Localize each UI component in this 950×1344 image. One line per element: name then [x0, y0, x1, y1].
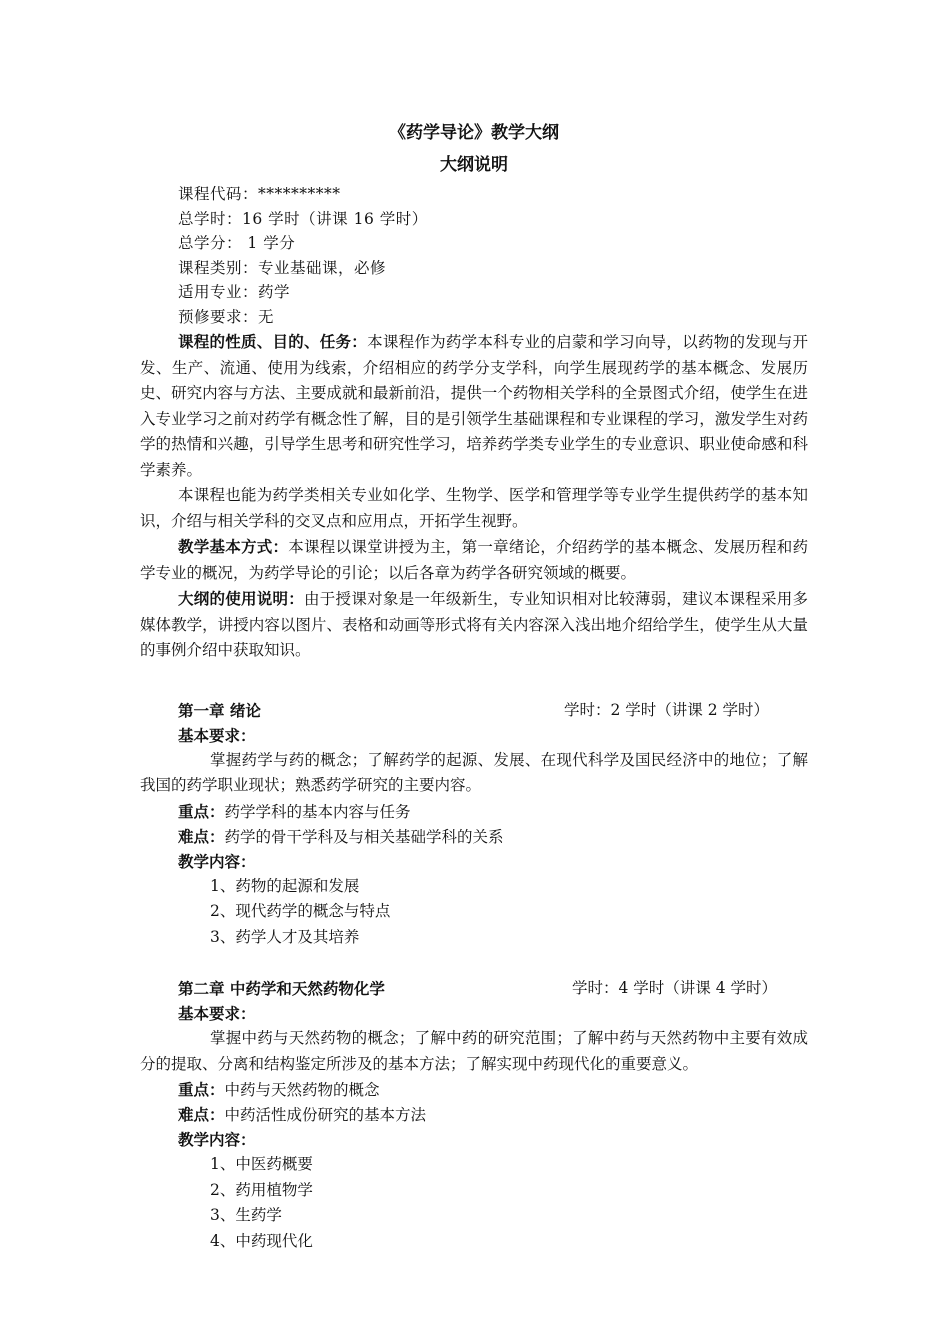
- course-code: 课程代码：**********: [178, 185, 341, 203]
- course-also-paragraph: 本课程也能为药学类相关专业如化学、生物学、医学和管理学等专业学生提供药学的基本知识，介绍与相关学科的交叉点和应用点，开拓学生视野。: [140, 486, 808, 530]
- chapter-section: [140, 698, 808, 951]
- key-point-text: 中药与天然药物的概念: [224, 1081, 380, 1099]
- chapter-title: 第一章 绪论: [178, 700, 261, 720]
- list-item: 1、药物的起源和发展: [210, 876, 360, 895]
- chapter-section: [140, 976, 808, 1254]
- list-item: 4、中药现代化: [210, 1231, 313, 1250]
- basic-requirement-text: 掌握中药与天然药物的概念；了解中药的研究范围；了解中药与天然药物中主要有效成分的提取、分离和结构鉴定所涉及的基本方法；了解实现中药现代化的重要意义。: [140, 1029, 808, 1073]
- difficult-point-label: 难点：: [178, 1105, 225, 1124]
- applicable-major: 适用专业：药学: [178, 283, 291, 301]
- course-nature-text: 本课程作为药学本科专业的启蒙和学习向导，以药物的发现与开发、生产、流通、使用为线索，介绍相应的药学分支学科，向学生展现药学的基本概念、发展历史、研究内容与方法、主要成就和最新前沿，提供一个药物相关学科的全景图式介绍，使学生在进入专业学习之前对药学有概念性了解，目的是引领学生基础课程和专业课程的学习，激发学生对药学的热情和兴趣，引导学生思考和研究性学习，培养药学类专业学生的专业意识、职业使命感和科学素养。: [140, 333, 808, 479]
- total-credits: 总学分： 1 学分: [178, 234, 296, 252]
- course-nature-label: 课程的性质、目的、任务：: [178, 332, 368, 351]
- teaching-content-label: 教学内容：: [178, 1130, 256, 1149]
- key-point-line: [140, 799, 808, 824]
- teaching-method-text: 本课程以课堂讲授为主，第一章绪论，介绍药学的基本概念、发展历程和药学专业的概况，为药学导论的引论；以后各章为药学各研究领域的概要。: [140, 538, 808, 582]
- difficult-point-label: 难点：: [178, 826, 225, 846]
- chapter-title: 第二章 中药学和天然药物化学: [178, 979, 385, 998]
- total-hours: 总学时：16 学时（讲课 16 学时）: [178, 209, 428, 228]
- chapter-hours: 学时：2 学时（讲课 2 学时）: [564, 700, 770, 719]
- difficult-point-text: 药学的骨干学科及与相关基础学科的关系: [224, 827, 504, 846]
- list-item: 2、药用植物学: [210, 1180, 313, 1199]
- key-point-line: [140, 1077, 808, 1102]
- course-category: 课程类别：专业基础课，必修: [178, 258, 387, 277]
- usage-text: 由于授课对象是一年级新生，专业知识相对比较薄弱，建议本课程采用多媒体教学，讲授内容以图片、表格和动画等形式将有关内容深入浅出地介绍给学生，使学生从大量的事例介绍中获取知识。: [140, 590, 808, 659]
- basic-requirement-label: 基本要求：: [178, 725, 256, 745]
- list-item: 3、生药学: [210, 1206, 282, 1224]
- key-point-text: 药学学科的基本内容与任务: [224, 802, 411, 821]
- list-item: 1、中医药概要: [210, 1155, 313, 1173]
- teaching-content-label: 教学内容：: [178, 851, 256, 871]
- teaching-method-paragraph: [140, 534, 808, 586]
- document-content: [140, 118, 808, 1254]
- usage-paragraph: [140, 586, 808, 664]
- document-title: 《药学导论》教学大纲: [389, 123, 559, 143]
- difficult-point-line: [140, 1102, 808, 1127]
- chapter-header: [140, 698, 808, 723]
- section-subtitle: 大纲说明: [440, 155, 508, 175]
- prerequisites: 预修要求：无: [178, 307, 275, 326]
- chapter-hours: 学时：4 学时（讲课 4 学时）: [572, 979, 778, 997]
- difficult-point-text: 中药活性成份研究的基本方法: [224, 1106, 427, 1124]
- chapter-header: [140, 976, 808, 1001]
- usage-label: 大纲的使用说明：: [178, 589, 305, 608]
- basic-requirement-text: 掌握药学与药的概念；了解药学的起源、发展、在现代科学及国民经济中的地位；了解我国的药学职业现状；熟悉药学研究的主要内容。: [140, 750, 808, 794]
- key-point-label: 重点：: [178, 801, 225, 821]
- list-item: 3、药学人才及其培养: [210, 927, 360, 946]
- basic-requirement-label: 基本要求：: [178, 1004, 256, 1023]
- difficult-point-line: [140, 824, 808, 849]
- teaching-method-label: 教学基本方式：: [178, 537, 289, 556]
- list-item: 2、现代药学的概念与特点: [210, 902, 391, 920]
- key-point-label: 重点：: [178, 1080, 225, 1099]
- course-nature-paragraph: [140, 329, 808, 483]
